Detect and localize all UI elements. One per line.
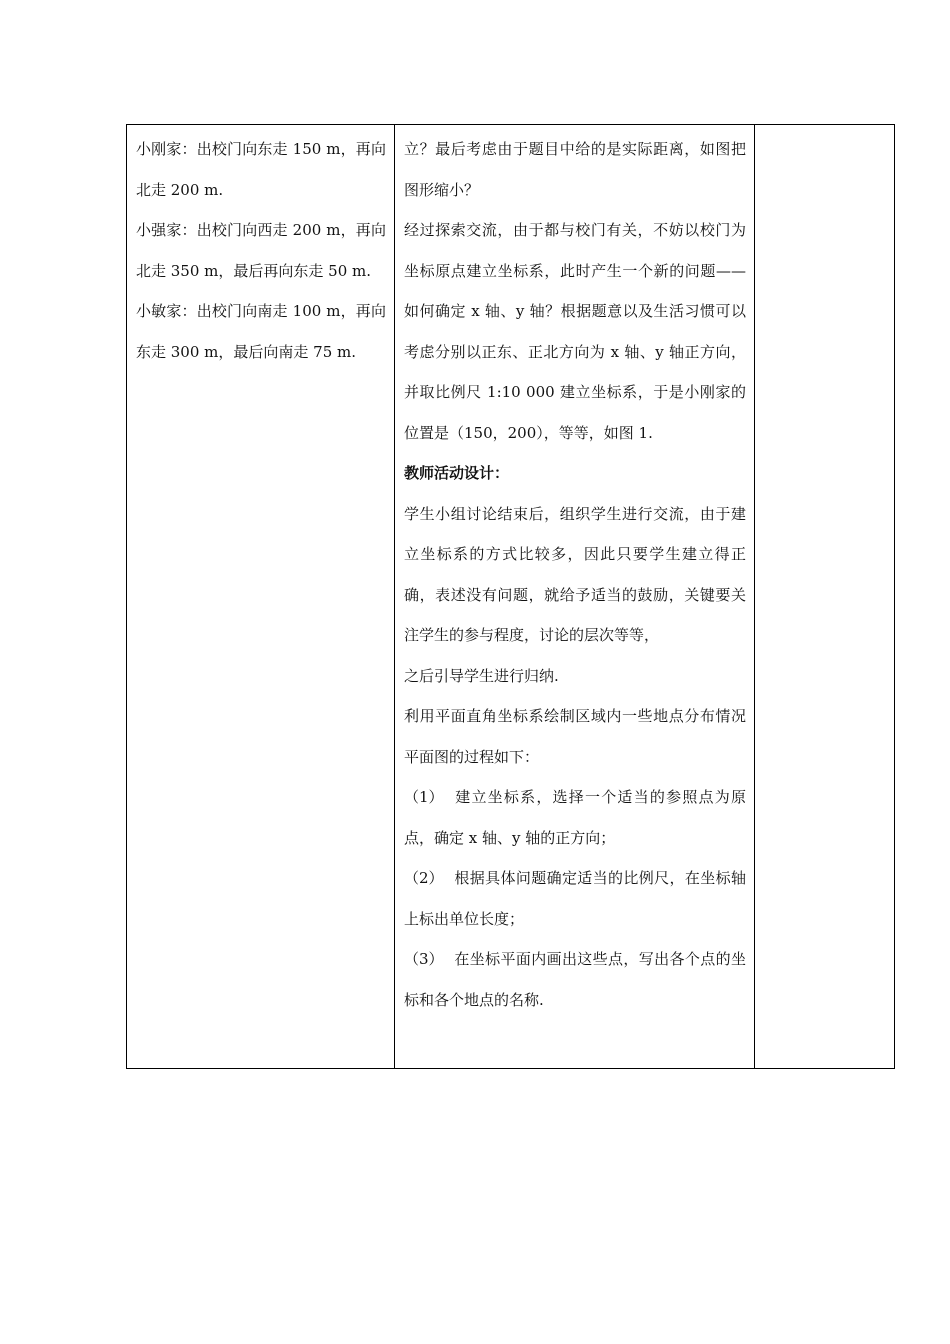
step-item <box>404 858 746 939</box>
step-number: （3） <box>404 950 444 968</box>
step-number: （2） <box>404 869 444 887</box>
paragraph-process-intro: 利用平面直角坐标系绘制区域内一些地点分布情况平面图的过程如下： <box>404 707 746 766</box>
step-text: 建立坐标系，选择一个适当的参照点为原点，确定 x 轴、y 轴的正方向； <box>404 788 746 847</box>
table-row <box>127 125 895 1069</box>
step-number: （1） <box>404 788 444 806</box>
paragraph-scale-question: 立？最后考虑由于题目中给的是实际距离，如图把图形缩小？ <box>404 140 746 199</box>
left-cell <box>127 125 395 1069</box>
xiaomin-route: 小敏家：出校门向南走 100 m，再向东走 300 m，最后向南走 75 m. <box>136 302 386 361</box>
step-item <box>404 777 746 858</box>
lesson-table <box>126 124 895 1069</box>
xiaogang-route: 小刚家：出校门向东走 150 m，再向北走 200 m. <box>136 140 386 199</box>
paragraph-exploration: 经过探索交流，由于都与校门有关，不妨以校门为坐标原点建立坐标系，此时产生一个新的问题——如何确定 x 轴、y 轴？根据题意以及生活习惯可以考虑分别以正东、正北方向为 x 轴、y 轴正方向，并取比例尺 1:10 000 建立坐标系，于是小刚家的位置是（150，200），等等，如图 1. <box>404 221 746 442</box>
step-item <box>404 939 746 1020</box>
step-text: 根据具体问题确定适当的比例尺，在坐标轴上标出单位长度； <box>404 869 746 928</box>
xiaoqiang-route: 小强家：出校门向西走 200 m，再向北走 350 m，最后再向东走 50 m. <box>136 221 386 280</box>
paragraph-summary-intro: 之后引导学生进行归纳. <box>404 666 559 685</box>
step-text: 在坐标平面内画出这些点，写出各个点的坐标和各个地点的名称. <box>404 950 746 1009</box>
teacher-activity-heading: 教师活动设计： <box>404 464 510 482</box>
paragraph-teacher-activity: 学生小组讨论结束后，组织学生进行交流，由于建立坐标系的方式比较多，因此只要学生建立得正确，表述没有问题，就给予适当的鼓励，关键要关注学生的参与程度，讨论的层次等等， <box>404 504 746 644</box>
right-cell <box>755 125 895 1069</box>
middle-cell <box>395 125 755 1069</box>
